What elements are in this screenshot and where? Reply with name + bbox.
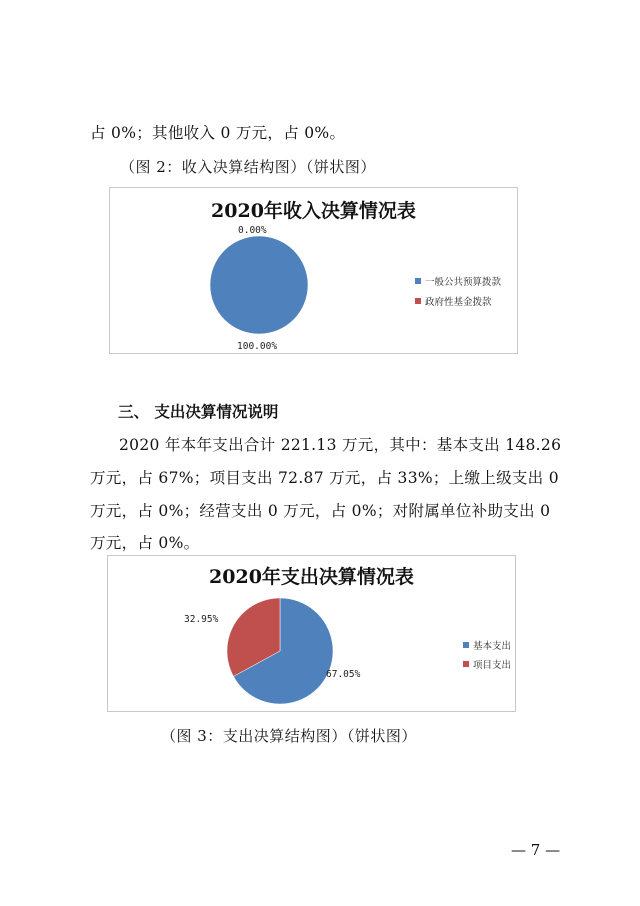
legend-swatch (415, 298, 421, 304)
pie-slice-1 (210, 236, 308, 334)
legend-swatch (415, 278, 421, 284)
data-label: 67.05% (326, 669, 361, 680)
legend-item (415, 294, 501, 308)
paragraph-line: 万元，占 0%；经营支出 0 万元，占 0%；对附属单位补助支出 0 (90, 502, 551, 520)
figure-caption: （图 2：收入决算结构图）（饼状图） (120, 158, 376, 176)
legend-swatch (463, 661, 469, 667)
page-number: — 7 — (511, 841, 561, 859)
chart-title: 2020年收入决算情况表 (211, 200, 416, 222)
legend-label: 一般公共预算拨款 (425, 277, 502, 288)
paragraph-line: 占 0%；其他收入 0 万元，占 0%。 (90, 124, 346, 142)
legend (463, 638, 511, 671)
legend-label: 政府性基金拨款 (425, 297, 492, 308)
legend-item (463, 638, 511, 652)
expense-pie (108, 556, 517, 713)
legend-label: 基本支出 (473, 641, 512, 652)
section-heading: 三、 支出决算情况说明 (118, 403, 279, 421)
legend-item (463, 657, 511, 671)
chart-title: 2020年支出决算情况表 (209, 566, 414, 588)
expense-chart (107, 555, 516, 712)
data-label: 32.95% (184, 614, 219, 625)
income-pie (110, 188, 519, 355)
paragraph-line: 2020 年本年支出合计 221.13 万元，其中：基本支出 148.26 (119, 436, 562, 454)
legend (415, 274, 501, 308)
legend-label: 项目支出 (473, 660, 512, 671)
paragraph-line: 万元，占 0%。 (90, 534, 200, 552)
data-label: 0.00% (238, 225, 267, 236)
paragraph-line: 万元，占 67%；项目支出 72.87 万元，占 33%；上缴上级支出 0 (90, 469, 559, 487)
data-label: 100.00% (237, 341, 278, 352)
figure-caption: （图 3：支出决算结构图）（饼状图） (161, 727, 417, 745)
legend-item (415, 274, 501, 288)
legend-swatch (463, 642, 469, 648)
income-chart (109, 187, 518, 354)
